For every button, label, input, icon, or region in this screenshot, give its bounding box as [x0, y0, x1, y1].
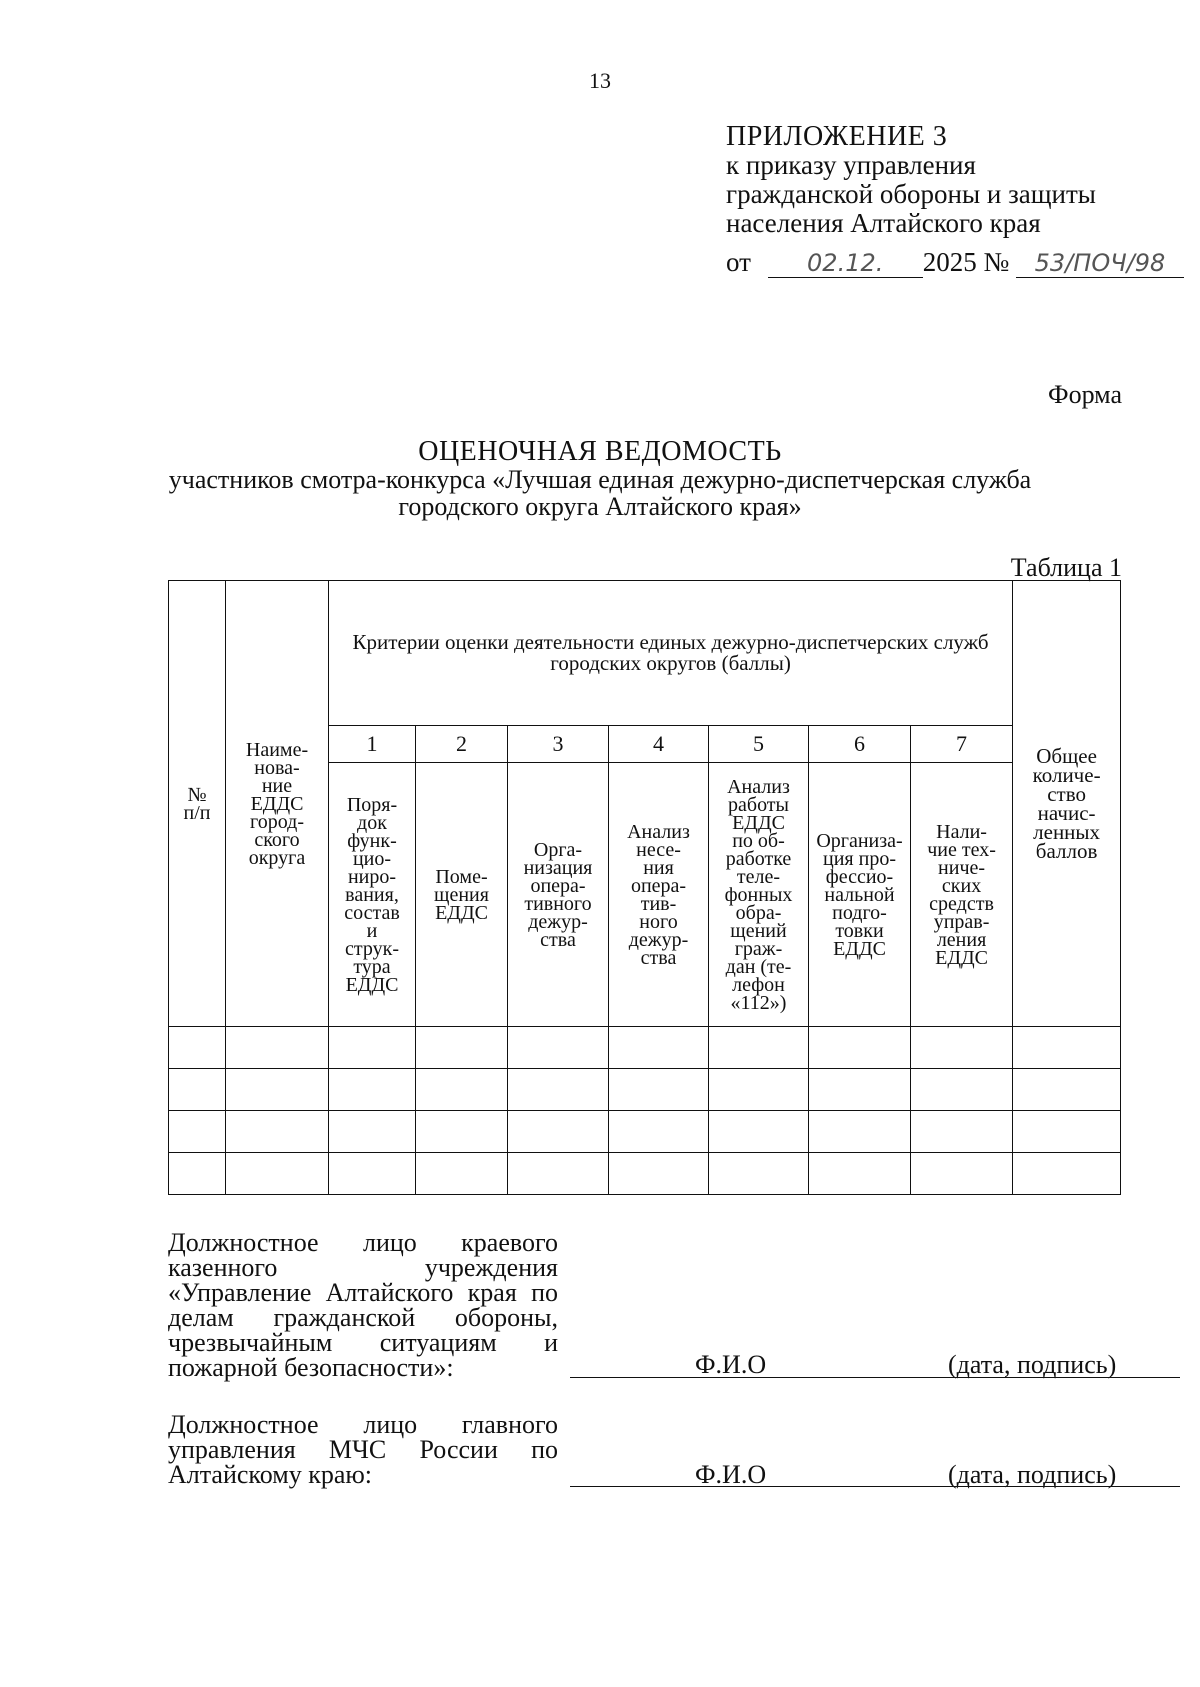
- signature-name-placeholder: Ф.И.О: [695, 1350, 767, 1379]
- table-cell[interactable]: [609, 1027, 709, 1069]
- order-date-line: [726, 247, 1184, 278]
- table-cell[interactable]: [809, 1069, 911, 1111]
- document-subtitle: участников смотра-конкурса «Лучшая единая дежурно-диспетчерская служба городского округа Алтайского края»: [168, 465, 1032, 521]
- table-cell[interactable]: [226, 1027, 329, 1069]
- order-number-handwritten: 53/ПОЧ/98: [1016, 249, 1184, 278]
- criterion-number: 2: [416, 726, 508, 763]
- table-row: [169, 1027, 1121, 1069]
- table-cell[interactable]: [609, 1069, 709, 1111]
- table-cell[interactable]: [416, 1069, 508, 1111]
- criterion-number: 7: [911, 726, 1013, 763]
- table-cell[interactable]: [911, 1153, 1013, 1195]
- table-cell[interactable]: [809, 1027, 911, 1069]
- order-prefix: от: [726, 247, 751, 277]
- table-cell[interactable]: [226, 1153, 329, 1195]
- criterion-number: 6: [809, 726, 911, 763]
- table-cell[interactable]: [1013, 1069, 1121, 1111]
- official-position-regional: Должностное лицо краевого казенного учреждения «Управление Алтайского края по делам гражданской обороны, чрезвычайным ситуациям и пожарной безопасности»:: [168, 1228, 558, 1382]
- evaluation-table: [168, 580, 1121, 1195]
- table-cell[interactable]: [709, 1153, 809, 1195]
- table-row: [169, 1153, 1121, 1195]
- order-date-handwritten: 02.12.: [768, 249, 923, 278]
- appendix-line: населения Алтайского края: [726, 208, 1041, 238]
- table-cell[interactable]: [508, 1153, 609, 1195]
- table-cell[interactable]: [329, 1069, 416, 1111]
- table-cell[interactable]: [911, 1111, 1013, 1153]
- table-cell[interactable]: [609, 1153, 709, 1195]
- table-label: Таблица 1: [1010, 553, 1122, 582]
- table-cell[interactable]: [329, 1153, 416, 1195]
- appendix-title: ПРИЛОЖЕНИЕ 3: [726, 121, 948, 152]
- appendix-line: гражданской обороны и защиты: [726, 179, 1096, 209]
- table-cell[interactable]: [609, 1111, 709, 1153]
- table-cell[interactable]: [169, 1153, 226, 1195]
- col-total-header: Общее количе- ство начис- ленных баллов: [1013, 581, 1121, 1027]
- table-cell[interactable]: [416, 1111, 508, 1153]
- table-cell[interactable]: [508, 1069, 609, 1111]
- document-title: ОЦЕНОЧНАЯ ВЕДОМОСТЬ: [418, 436, 782, 467]
- criterion-label: Организа- ция про- фессио- нальной подго- товки ЕДДС: [809, 763, 911, 1027]
- table-cell[interactable]: [329, 1027, 416, 1069]
- criterion-number: 4: [609, 726, 709, 763]
- official-position-mchs: Должностное лицо главного управления МЧС России по Алтайскому краю:: [168, 1410, 558, 1489]
- appendix-line: к приказу управления: [726, 150, 976, 180]
- appendix-block: [726, 122, 1096, 238]
- criterion-label: Поме- щения ЕДДС: [416, 763, 508, 1027]
- table-cell[interactable]: [226, 1069, 329, 1111]
- table-cell[interactable]: [709, 1069, 809, 1111]
- table-cell[interactable]: [709, 1111, 809, 1153]
- signature-name-placeholder: Ф.И.О: [695, 1460, 767, 1489]
- criterion-label: Поря- док функ- цио- ниро- вания, состав и струк- тура ЕДДС: [329, 763, 416, 1027]
- table-cell[interactable]: [911, 1027, 1013, 1069]
- criterion-label: Орга- низация опера- тивного дежур- ства: [508, 763, 609, 1027]
- order-year: 2025 №: [922, 247, 1010, 277]
- table-row: [169, 1069, 1121, 1111]
- table-cell[interactable]: [169, 1069, 226, 1111]
- criterion-label: Нали- чие тех- ниче- ских средств управ- ления ЕДДС: [911, 763, 1013, 1027]
- signature-date-placeholder: (дата, подпись): [948, 1350, 1117, 1379]
- criterion-number: 1: [329, 726, 416, 763]
- table-cell[interactable]: [709, 1027, 809, 1069]
- col-number-header: № п/п: [169, 581, 226, 1027]
- table-cell[interactable]: [329, 1111, 416, 1153]
- table-cell[interactable]: [169, 1111, 226, 1153]
- table-cell[interactable]: [1013, 1027, 1121, 1069]
- signature-date-placeholder: (дата, подпись): [948, 1460, 1117, 1489]
- table-cell[interactable]: [416, 1027, 508, 1069]
- form-label: Форма: [1048, 380, 1122, 409]
- table-cell[interactable]: [911, 1069, 1013, 1111]
- table-cell[interactable]: [508, 1111, 609, 1153]
- table-cell[interactable]: [1013, 1111, 1121, 1153]
- table-cell[interactable]: [809, 1111, 911, 1153]
- criterion-label: Анализ работы ЕДДС по об- работке теле- фонных обра- щений граж- дан (те- лефон «112»): [709, 763, 809, 1027]
- table-cell[interactable]: [416, 1153, 508, 1195]
- criterion-number: 5: [709, 726, 809, 763]
- table-cell[interactable]: [1013, 1153, 1121, 1195]
- table-cell[interactable]: [226, 1111, 329, 1153]
- table-cell[interactable]: [809, 1153, 911, 1195]
- page-number: 13: [589, 68, 611, 93]
- col-name-header: Наиме- нова- ние ЕДДС город- ского округа: [226, 581, 329, 1027]
- signature-line: [570, 1377, 1180, 1378]
- criteria-header: Критерии оценки деятельности единых дежурно-диспетчерских служб городских округов (баллы): [329, 581, 1013, 726]
- table-cell[interactable]: [169, 1027, 226, 1069]
- table-cell[interactable]: [508, 1027, 609, 1069]
- table-row: [169, 1111, 1121, 1153]
- criterion-number: 3: [508, 726, 609, 763]
- signature-line: [570, 1486, 1180, 1487]
- criterion-label: Анализ несе- ния опера- тив- ного дежур- ства: [609, 763, 709, 1027]
